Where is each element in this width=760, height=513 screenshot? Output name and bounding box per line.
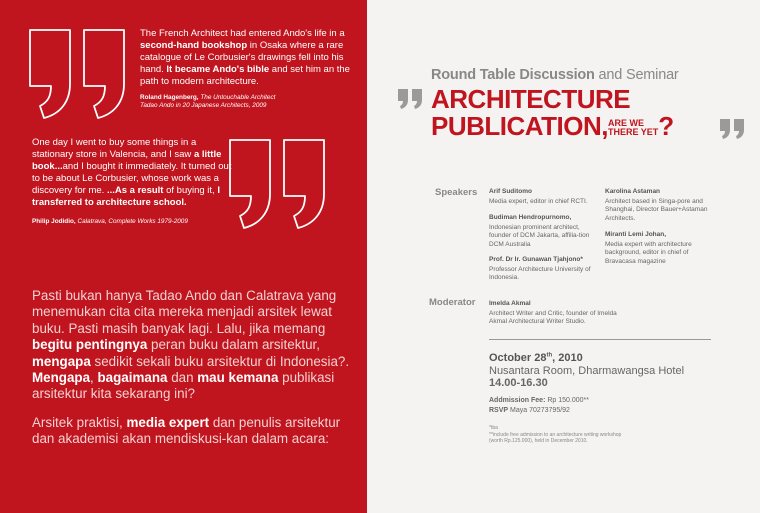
speaker-budiman-hendropurnomo: Budiman Hendropurnomo, Indonesian prominent architect, founder of DCM Jakarta, affilia-tion DCM Australia — [489, 214, 590, 248]
moderator-label: Moderator — [429, 297, 476, 308]
open-quote-outline-icon — [18, 28, 136, 120]
footnote-workshop-worth: (worth Rp.125.000), held in December 2010. — [489, 438, 588, 444]
admission-fee: Addmission Fee: Rp 150.000** — [489, 397, 589, 404]
quote-calatrava-attribution: Philip Jodidio, Calatrava, Complete Works 1979-2009 — [32, 218, 188, 225]
quote-calatrava-text: One day I went to buy some things in a stationary store in Valencia, and I saw a little book...and I bought it immediately. It turned out to be about Le Corbusier, whose work was a discovery for me. ...As a result of buying it, I transferred to architecture school. — [32, 137, 232, 208]
footnotes — [489, 425, 709, 445]
close-quote-grey-icon — [719, 118, 747, 140]
quote-tadao-ando-text: The French Architect had entered Ando's life in a second-hand bookshop in Osaka where a rare catalogue of Le Corbusier's drawings fell into his hand. It became Ando's bible and set him an the path to modern architecture. — [140, 28, 350, 87]
speaker-miranti-lemi-johan: Miranti Lemi Johan, Media expert with architecture background, editor in chief of Bravacasa magazine — [605, 231, 692, 265]
speaker-gunawan-tjahjono: Prof. Dr Ir. Gunawan Tjahjono* Professor Architecture University of Indonesia. — [489, 256, 591, 282]
quote-calatrava — [32, 137, 232, 226]
intro-paragraph-1: Pasti bukan hanya Tadao Ando dan Calatrava yang menemukan cita cita mereka menjadi arsitek lewat buku. Pasti masih banyak lagi. Lalu, jika memang begitu pentingnya peran buku dalam arsitektur, mengapa sedikit sekali buku arsitektur di Indonesia?. Mengapa, bagaimana dan mau kemana publikasi arsitektur kita sekarang ini? — [32, 288, 350, 402]
event-type-heading: Round Table Discussion and Seminar — [431, 67, 679, 83]
event-title — [431, 86, 674, 140]
moderator-imelda-akmal: Imelda Akmal Architect Writer and Critic, founder of Imelda Akmal Architectural Writer Studio. — [489, 300, 617, 326]
footnote-workshop: **include free admission to an architecture writing workshop — [489, 431, 622, 438]
close-quote-outline-icon — [218, 138, 336, 230]
title-line-2: PUBLICATION,ARE WE THERE YET? — [431, 111, 674, 141]
intro-text — [32, 288, 352, 460]
title-line-1: ARCHITECTURE — [431, 84, 631, 114]
speakers-label: Speakers — [435, 187, 478, 198]
admission-info — [489, 396, 589, 416]
speaker-karolina-astaman: Karolina Astaman Architect based in Singa-pore and Shanghai, Director Bauer+Astaman Architects. — [605, 188, 708, 222]
right-info-panel — [367, 0, 760, 513]
footnote-tba: *tba — [489, 425, 498, 431]
open-quote-grey-icon — [397, 88, 425, 110]
left-red-panel — [0, 0, 367, 513]
quote-tadao-ando — [140, 28, 350, 110]
event-time: 14.00-16.30 — [489, 377, 548, 389]
event-venue: Nusantara Room, Dharmawangsa Hotel — [489, 365, 685, 377]
title-subquestion: ARE WE THERE YET — [607, 118, 659, 138]
divider-line — [489, 339, 711, 340]
quote-tadao-ando-attribution: Roland Hagenberg, The Untouchable Architect Tadao Ando in 20 Japanese Architects, 2009 — [140, 94, 276, 109]
event-date: October 28th, 2010 — [489, 352, 583, 364]
speaker-arif-suditomo: Arif Suditomo Media expert, editor in chief RCTI. — [489, 188, 588, 206]
intro-paragraph-2: Arsitek praktisi, media expert dan penulis arsitektur dan akademisi akan mendiskusi-kan dalam acara: — [32, 414, 341, 447]
rsvp: RSVP Maya 70273795/92 — [489, 407, 570, 414]
